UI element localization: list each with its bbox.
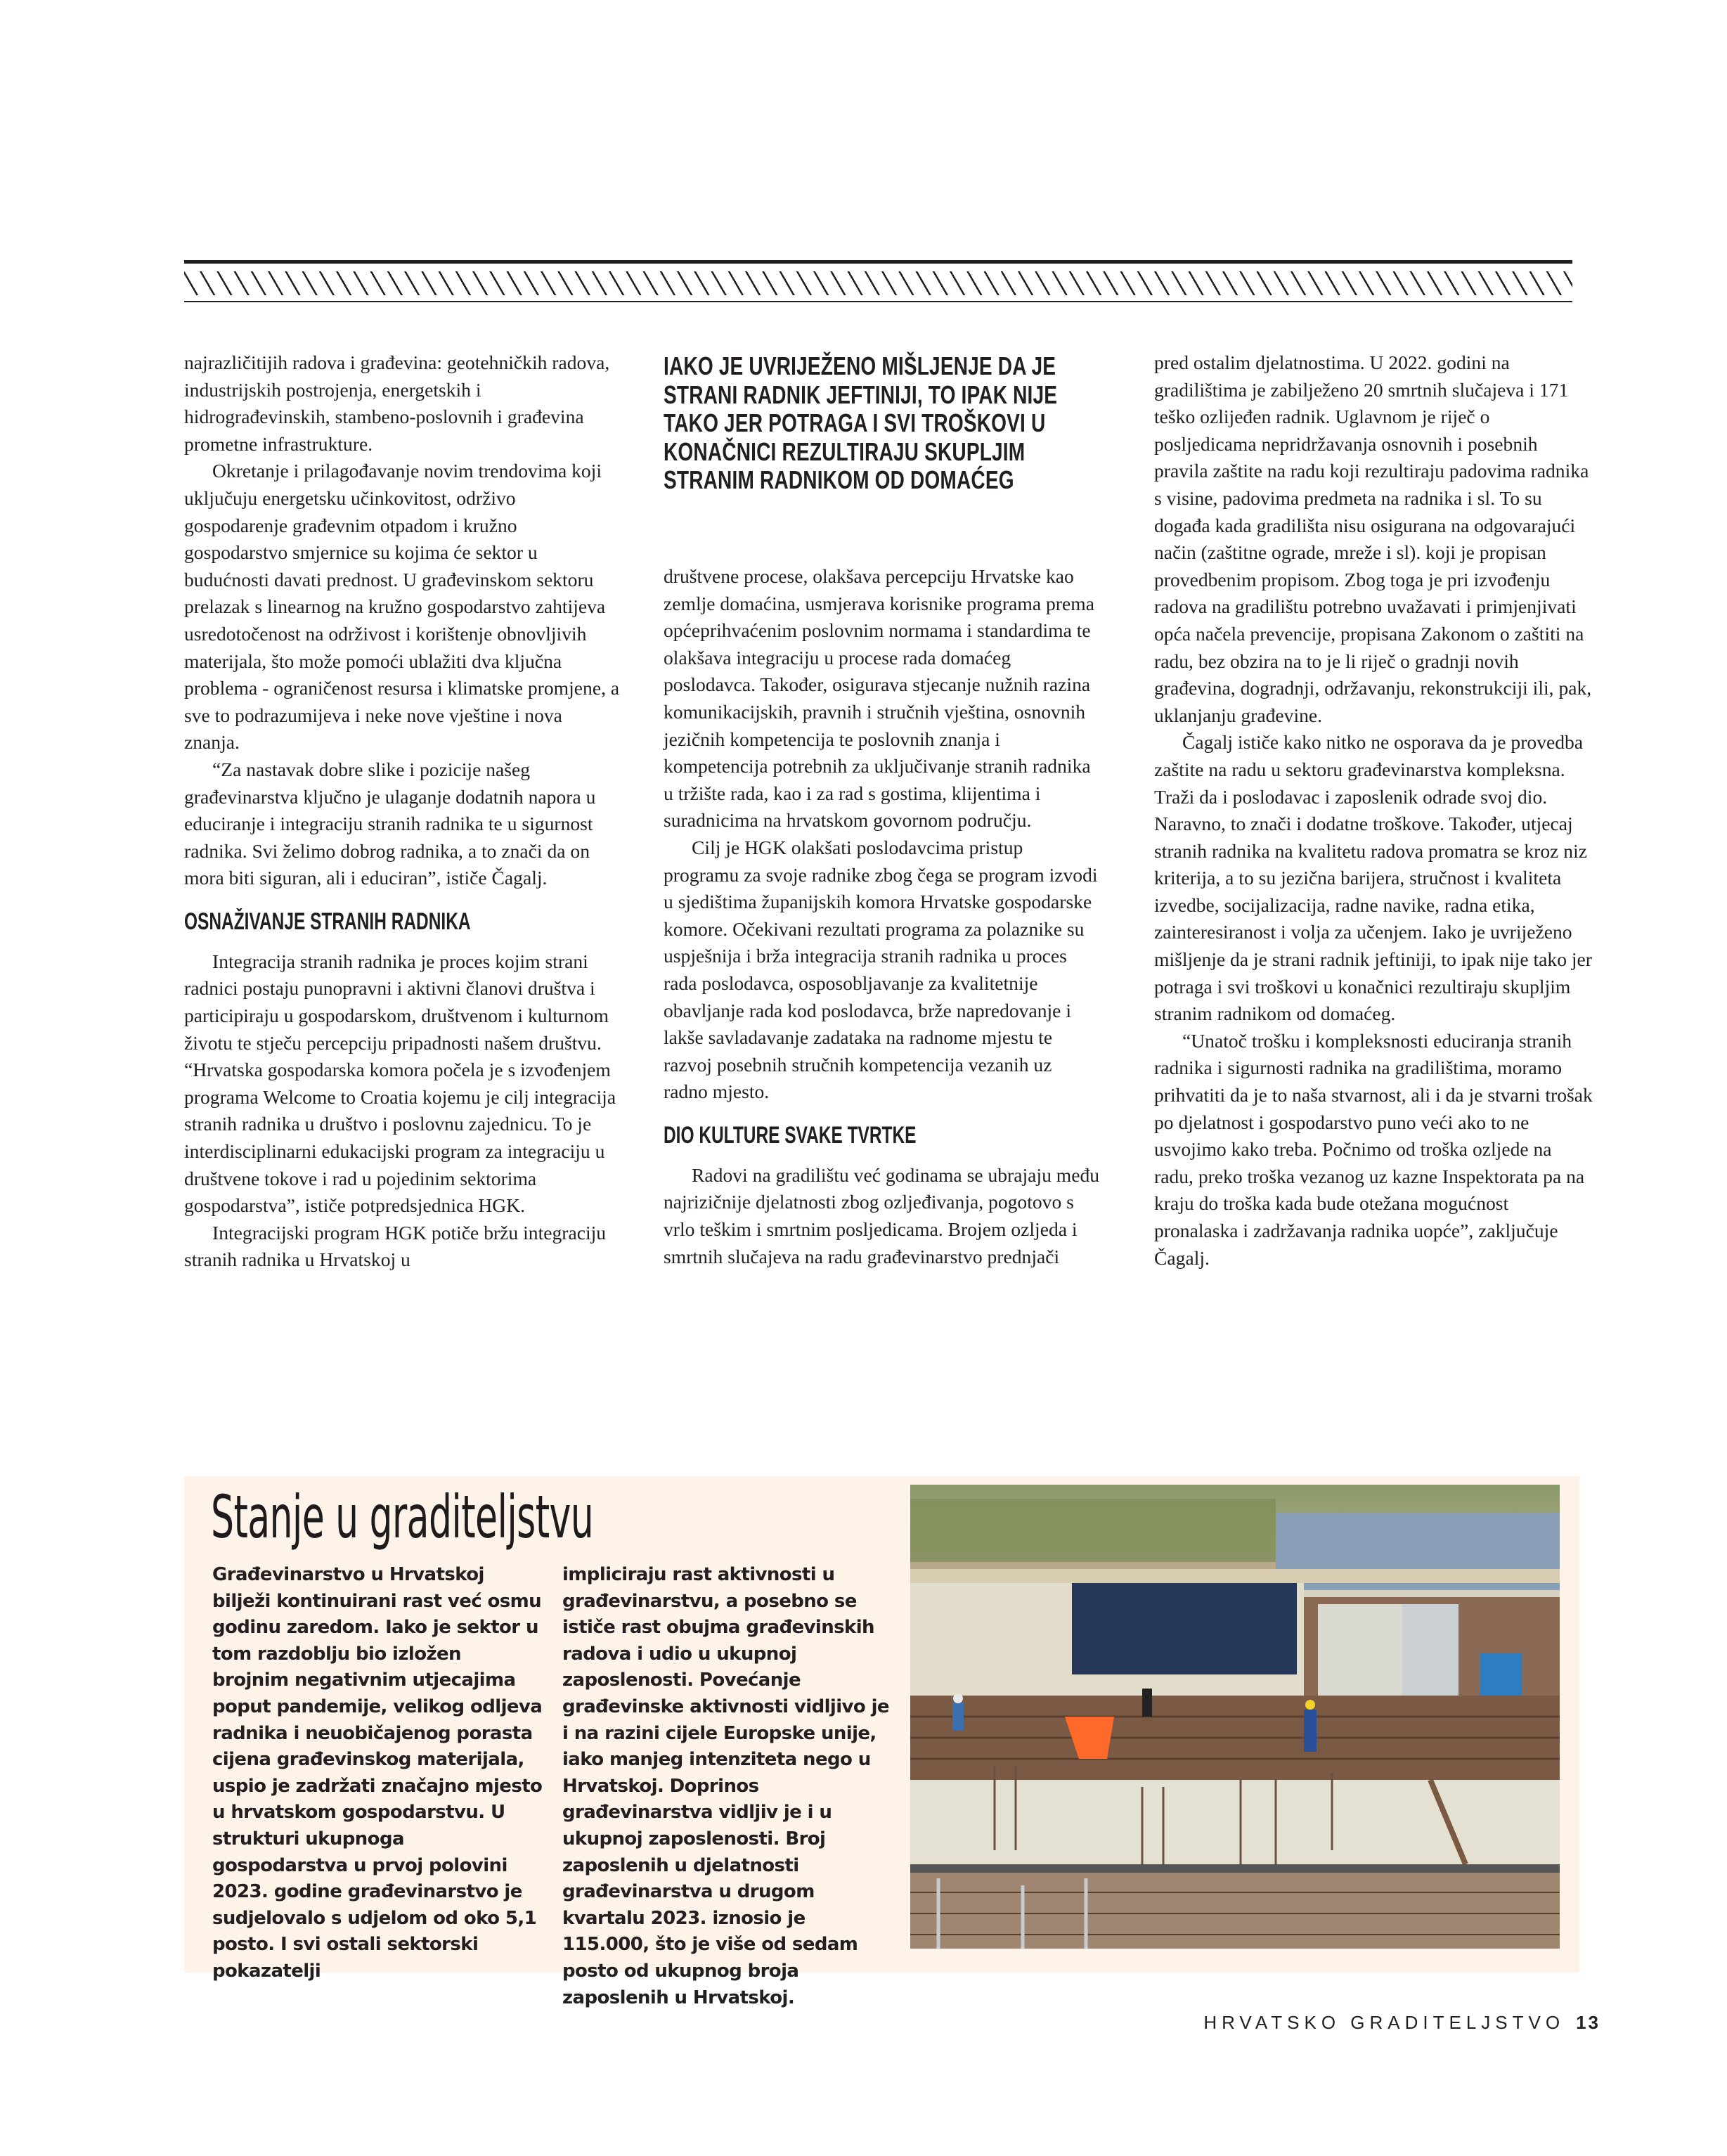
box-paragraph: impliciraju rast aktivnosti u građevinarstvu, a posebno se ističe rast obujma građevinskih radova i udio u ukupnoj zaposlenosti. Povećanje građevinske aktivnosti vidljivo je i na razini cijele Europske unije, iako manjeg intenziteta nego u Hrvatskoj. Doprinos građevinarstva vidljiv je i u ukupnoj zaposlenosti. Broj zaposlenih u djelatnosti građevinarstva u drugom kvartalu 2023. iznosio je 115.000, što je više od sedam posto od ukupnog broja zaposlenih u Hrvatskoj. <box>562 1564 889 2008</box>
page-footer <box>1203 2012 1600 2034</box>
construction-site-photo <box>910 1485 1560 1949</box>
paragraph: Cilj je HGK olakšati poslodavcima pristup programu za svoje radnike zbog čega se program izvodi u sjedištima županijskih komora Hrvatske gospodarske komore. Očekivani rezultati programa za polaznike su uspješnija i brža integracija stranih radnika u proces rada poslodavca, osposobljavanje za kvalitetnije obavljanje rada kod poslodavca, brže napredovanje i lakše savladavanje zadataka na radnome mjestu te razvoj posebnih stručnih kompetencija vezanih uz radno mjesto. <box>664 836 1098 1103</box>
top-rule <box>184 260 1572 264</box>
box-column-1 <box>212 1562 543 1985</box>
magazine-name: HRVATSKO GRADITELJSTVO <box>1203 2012 1565 2033</box>
box-paragraph: Građevinarstvo u Hrvatskoj bilježi kontinuirani rast već osmu godinu zaredom. Iako je sektor u tom razdoblju bio izložen brojnim negativnim utjecajima poput pandemije, velikog odljeva radnika i neuobičajenog porasta cijena građevinskog materijala, uspio je zadržati značajno mjesto u hrvatskom gospodarstvu. U strukturi ukupnoga gospodarstva u prvoj polovini 2023. godine građevinarstvo je sudjelovalo s udjelom od oko 5,1 posto. I svi ostali sektorski pokazatelji <box>212 1564 543 1982</box>
section-heading: DIO KULTURE SVAKE TVRTKE <box>664 1121 917 1149</box>
article-column-1 <box>184 349 620 1274</box>
hatch-pattern <box>184 271 1572 295</box>
article-column-2 <box>664 349 1101 1270</box>
page-number: 13 <box>1576 2012 1600 2033</box>
paragraph: Okretanje i prilagođavanje novim trendovima koji uključuju energetsku učinkovitost, održivo gospodarenje građevnim otpadom i kružno gospodarstvo smjernice su kojima će sektor u budućnosti davati prednost. U građevinskom sektoru prelazak s linearnog na kružno gospodarstvo zahtijeva usredotočenost na održivost i korištenje obnovljivih materijala, što može pomoći ublažiti dva ključna problema - ograničenost resursa i klimatske promjene, a sve to podrazumijeva i neke nove vještine i nova znanja. <box>184 460 620 754</box>
box-column-2 <box>562 1562 893 2011</box>
box-title: Stanje u graditeljstvu <box>211 1483 594 1551</box>
construction-photo-illustration <box>910 1485 1560 1949</box>
bottom-rule <box>184 301 1572 302</box>
section-heading: OSNAŽIVANJE STRANIH RADNIKA <box>184 908 471 935</box>
paragraph: Radovi na gradilištu već godinama se ubrajaju među najrizičnije djelatnosti zbog ozljeđivanja, pogotovo s vrlo teškim i smrtnim posljedicama. Brojem ozljeda i smrtnih slučajeva na radu građevinarstvo prednjači <box>664 1163 1100 1267</box>
article-column-3 <box>1154 349 1596 1272</box>
paragraph: Integracijski program HGK potiče bržu integraciju stranih radnika u Hrvatskoj u <box>184 1221 607 1271</box>
paragraph: Integracija stranih radnika je proces kojim strani radnici postaju punopravni i aktivni članovi društva i participiraju u gospodarskom, društvenom i kulturnom životu te stječu percepciju pripadnosti našem društvu. “Hrvatska gospodarska komora počela je s izvođenjem programa Welcome to Croatia kojemu je cilj integracija stranih radnika u društvo i poslovnu zajednicu. To je interdisciplinarni edukacijski program za integraciju u društvene tokove i rad u pojedinim sektorima gospodarstva”, ističe potpredsjednica HGK. <box>184 950 616 1217</box>
pull-quote: IAKO JE UVRIJEŽENO MIŠLJENJE DA JE STRANI RADNIK JEFTINIJI, TO IPAK NIJE TAKO JER POTRAGA I SVI TROŠKOVI U KONAČNICI REZULTIRAJU SKUPLJIM STRANIM RADNIKOM OD DOMAĆEG <box>664 351 1058 494</box>
paragraph: najrazličitijih radova i građevina: geotehničkih radova, industrijskih postrojenja, energetskih i hidrograđevinskih, stambeno-poslovnih i građevina prometne infrastrukture. <box>184 351 610 455</box>
sidebar-box <box>184 1476 1579 2008</box>
paragraph: Čagalj ističe kako nitko ne osporava da je provedba zaštite na radu u sektoru građevinarstva kompleksna. Traži da i poslodavac i zaposlenik odrade svoj dio. Naravno, to znači i dodatne troškove. Također, utjecaj stranih radnika na kvalitetu radova promatra se kroz niz kriterija, a to su jezična barijera, stručnost i kvaliteta izvedbe, socijalizacija, radne navike, radna etika, zainteresiranost i volja za učenjem. Iako je uvriježeno mišljenje da je strani radnik jeftiniji, to ipak nije tako jer potraga i svi troškovi u konačnici rezultiraju skupljim stranim radnikom od domaćeg. <box>1154 731 1592 1025</box>
paragraph: pred ostalim djelatnostima. U 2022. godini na gradilištima je zabilježeno 20 smrtnih slučajeva i 171 teško ozlijeđen radnik. Uglavnom je riječ o posljedicama nepridržavanja osnovnih i posebnih pravila zaštite na radu koji rezultiraju padovima radnika s visine, padovima predmeta na radnika i sl. To su događa kada gradilišta nisu osigurana na odgovarajući način (zaštitne ograde, mreže i sl). koji je propisan provedbenim propisom. Zbog toga je pri izvođenju radova na gradilištu potrebno uvažavati i primjenjivati opća načela prevencije, propisana Zakonom o zaštiti na radu, bez obzira na to je li riječ o gradnji novih građevina, dogradnji, održavanju, rekonstrukciji ili, pak, uklanjanju građevine. <box>1154 351 1592 726</box>
paragraph: “Unatoč trošku i kompleksnosti educiranja stranih radnika i sigurnosti radnika na gradilištima, moramo prihvatiti da je to naša stvarnost, ali i da je stvarni trošak po djelatnost i gospodarstvo puno veći ako to ne usvojimo kako treba. Počnimo od troška ozljede na radu, preko troška vezanog uz kazne Inspektorata pa na kraju do troška kada bude otežana mogućnost pronalaska i zadržavanja radnika uopće”, zaključuje Čagalj. <box>1154 1029 1593 1269</box>
paragraph: “Za nastavak dobre slike i pozicije našeg građevinarstva ključno je ulaganje dodatnih napora u educiranje i integraciju stranih radnika te u sigurnost radnika. Svi želimo dobrog radnika, a to znači da on mora biti siguran, ali i educiran”, ističe Čagalj. <box>184 758 596 889</box>
paragraph: društvene procese, olakšava percepciju Hrvatske kao zemlje domaćina, usmjerava korisnike programa prema općeprihvaćenim poslovnim normama i standardima te olakšava integraciju u procese rada domaćeg poslodavca. Također, osigurava stjecanje nužnih razina komunikacijskih, pravnih i stručnih vještina, osnovnih jezičnih kompetencija te poslovnih znanja i kompetencija potrebnih za uključivanje stranih radnika u tržište rada, kao i za rad s gostima, klijentima i suradnicima na hrvatskom govornom području. <box>664 565 1094 832</box>
hatched-header-band <box>184 260 1572 305</box>
